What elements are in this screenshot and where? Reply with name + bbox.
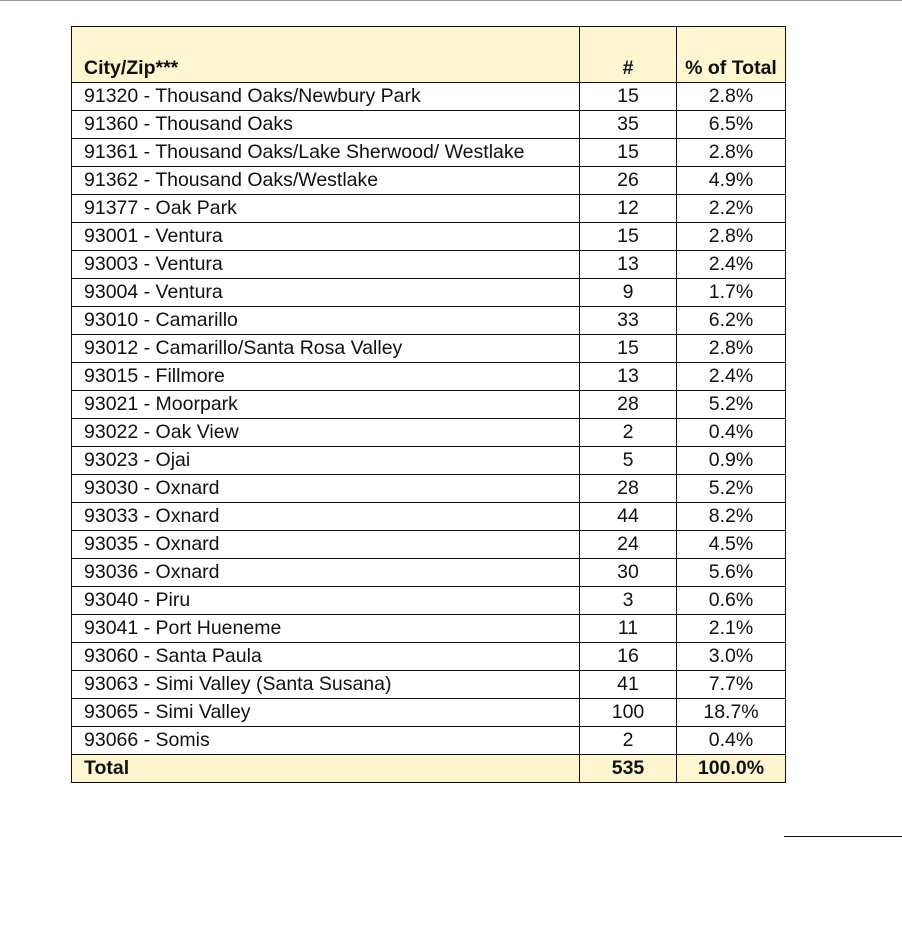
table-row bbox=[72, 83, 786, 111]
cell-city: 91360 - Thousand Oaks bbox=[72, 111, 580, 139]
cell-percent: 4.5% bbox=[677, 531, 786, 559]
cell-count: 13 bbox=[580, 251, 677, 279]
table-row bbox=[72, 559, 786, 587]
cell-city: 93065 - Simi Valley bbox=[72, 699, 580, 727]
total-count: 535 bbox=[580, 755, 677, 783]
cell-city: 91361 - Thousand Oaks/Lake Sherwood/ Westlake bbox=[72, 139, 580, 167]
table-row bbox=[72, 643, 786, 671]
cell-count: 11 bbox=[580, 615, 677, 643]
cell-count: 13 bbox=[580, 363, 677, 391]
cell-city: 93036 - Oxnard bbox=[72, 559, 580, 587]
cell-percent: 2.8% bbox=[677, 335, 786, 363]
cell-percent: 6.2% bbox=[677, 307, 786, 335]
cell-count: 28 bbox=[580, 391, 677, 419]
cell-count: 15 bbox=[580, 335, 677, 363]
header-row bbox=[72, 27, 786, 83]
city-zip-table bbox=[71, 26, 786, 783]
cell-city: 93021 - Moorpark bbox=[72, 391, 580, 419]
table-row bbox=[72, 587, 786, 615]
table-row bbox=[72, 671, 786, 699]
cell-percent: 2.1% bbox=[677, 615, 786, 643]
header-city: City/Zip*** bbox=[72, 27, 580, 83]
cell-percent: 6.5% bbox=[677, 111, 786, 139]
table-row bbox=[72, 223, 786, 251]
cell-percent: 0.9% bbox=[677, 447, 786, 475]
cell-percent: 5.2% bbox=[677, 391, 786, 419]
cell-count: 5 bbox=[580, 447, 677, 475]
cell-percent: 0.4% bbox=[677, 419, 786, 447]
bottom-divider bbox=[784, 836, 902, 837]
cell-city: 91377 - Oak Park bbox=[72, 195, 580, 223]
cell-percent: 2.4% bbox=[677, 363, 786, 391]
table-footer bbox=[72, 755, 786, 783]
cell-count: 30 bbox=[580, 559, 677, 587]
table-row bbox=[72, 503, 786, 531]
cell-percent: 1.7% bbox=[677, 279, 786, 307]
cell-count: 2 bbox=[580, 727, 677, 755]
cell-count: 26 bbox=[580, 167, 677, 195]
cell-city: 93066 - Somis bbox=[72, 727, 580, 755]
table-row bbox=[72, 335, 786, 363]
cell-city: 93001 - Ventura bbox=[72, 223, 580, 251]
table-row bbox=[72, 195, 786, 223]
cell-count: 2 bbox=[580, 419, 677, 447]
table-row bbox=[72, 727, 786, 755]
cell-city: 93022 - Oak View bbox=[72, 419, 580, 447]
cell-city: 93023 - Ojai bbox=[72, 447, 580, 475]
cell-percent: 0.4% bbox=[677, 727, 786, 755]
cell-count: 100 bbox=[580, 699, 677, 727]
cell-city: 91362 - Thousand Oaks/Westlake bbox=[72, 167, 580, 195]
table-row bbox=[72, 251, 786, 279]
cell-city: 91320 - Thousand Oaks/Newbury Park bbox=[72, 83, 580, 111]
table-header bbox=[72, 27, 786, 83]
cell-percent: 3.0% bbox=[677, 643, 786, 671]
table-row bbox=[72, 167, 786, 195]
table-row bbox=[72, 391, 786, 419]
cell-city: 93033 - Oxnard bbox=[72, 503, 580, 531]
cell-percent: 2.8% bbox=[677, 223, 786, 251]
cell-count: 28 bbox=[580, 475, 677, 503]
cell-percent: 18.7% bbox=[677, 699, 786, 727]
cell-count: 12 bbox=[580, 195, 677, 223]
table-row bbox=[72, 699, 786, 727]
cell-percent: 2.4% bbox=[677, 251, 786, 279]
cell-city: 93060 - Santa Paula bbox=[72, 643, 580, 671]
cell-count: 16 bbox=[580, 643, 677, 671]
cell-percent: 2.8% bbox=[677, 83, 786, 111]
cell-city: 93041 - Port Hueneme bbox=[72, 615, 580, 643]
table-row bbox=[72, 475, 786, 503]
cell-city: 93063 - Simi Valley (Santa Susana) bbox=[72, 671, 580, 699]
cell-percent: 2.8% bbox=[677, 139, 786, 167]
cell-city: 93030 - Oxnard bbox=[72, 475, 580, 503]
table-row bbox=[72, 447, 786, 475]
cell-count: 15 bbox=[580, 83, 677, 111]
cell-city: 93040 - Piru bbox=[72, 587, 580, 615]
table-body bbox=[72, 83, 786, 755]
table-row bbox=[72, 615, 786, 643]
cell-city: 93015 - Fillmore bbox=[72, 363, 580, 391]
total-row bbox=[72, 755, 786, 783]
cell-city: 93003 - Ventura bbox=[72, 251, 580, 279]
cell-count: 35 bbox=[580, 111, 677, 139]
cell-count: 41 bbox=[580, 671, 677, 699]
cell-count: 44 bbox=[580, 503, 677, 531]
header-count: # bbox=[580, 27, 677, 83]
cell-count: 24 bbox=[580, 531, 677, 559]
table-row bbox=[72, 531, 786, 559]
table-row bbox=[72, 363, 786, 391]
cell-city: 93012 - Camarillo/Santa Rosa Valley bbox=[72, 335, 580, 363]
total-percent: 100.0% bbox=[677, 755, 786, 783]
table-row bbox=[72, 279, 786, 307]
cell-percent: 5.6% bbox=[677, 559, 786, 587]
table-row bbox=[72, 307, 786, 335]
cell-percent: 2.2% bbox=[677, 195, 786, 223]
cell-percent: 4.9% bbox=[677, 167, 786, 195]
top-divider bbox=[0, 0, 902, 1]
table-row bbox=[72, 139, 786, 167]
cell-percent: 8.2% bbox=[677, 503, 786, 531]
cell-count: 15 bbox=[580, 223, 677, 251]
table-row bbox=[72, 419, 786, 447]
cell-city: 93004 - Ventura bbox=[72, 279, 580, 307]
cell-percent: 7.7% bbox=[677, 671, 786, 699]
total-label: Total bbox=[72, 755, 580, 783]
header-percent: % of Total bbox=[677, 27, 786, 83]
cell-percent: 0.6% bbox=[677, 587, 786, 615]
cell-count: 3 bbox=[580, 587, 677, 615]
table-row bbox=[72, 111, 786, 139]
cell-city: 93035 - Oxnard bbox=[72, 531, 580, 559]
cell-percent: 5.2% bbox=[677, 475, 786, 503]
cell-count: 15 bbox=[580, 139, 677, 167]
cell-count: 33 bbox=[580, 307, 677, 335]
cell-count: 9 bbox=[580, 279, 677, 307]
cell-city: 93010 - Camarillo bbox=[72, 307, 580, 335]
